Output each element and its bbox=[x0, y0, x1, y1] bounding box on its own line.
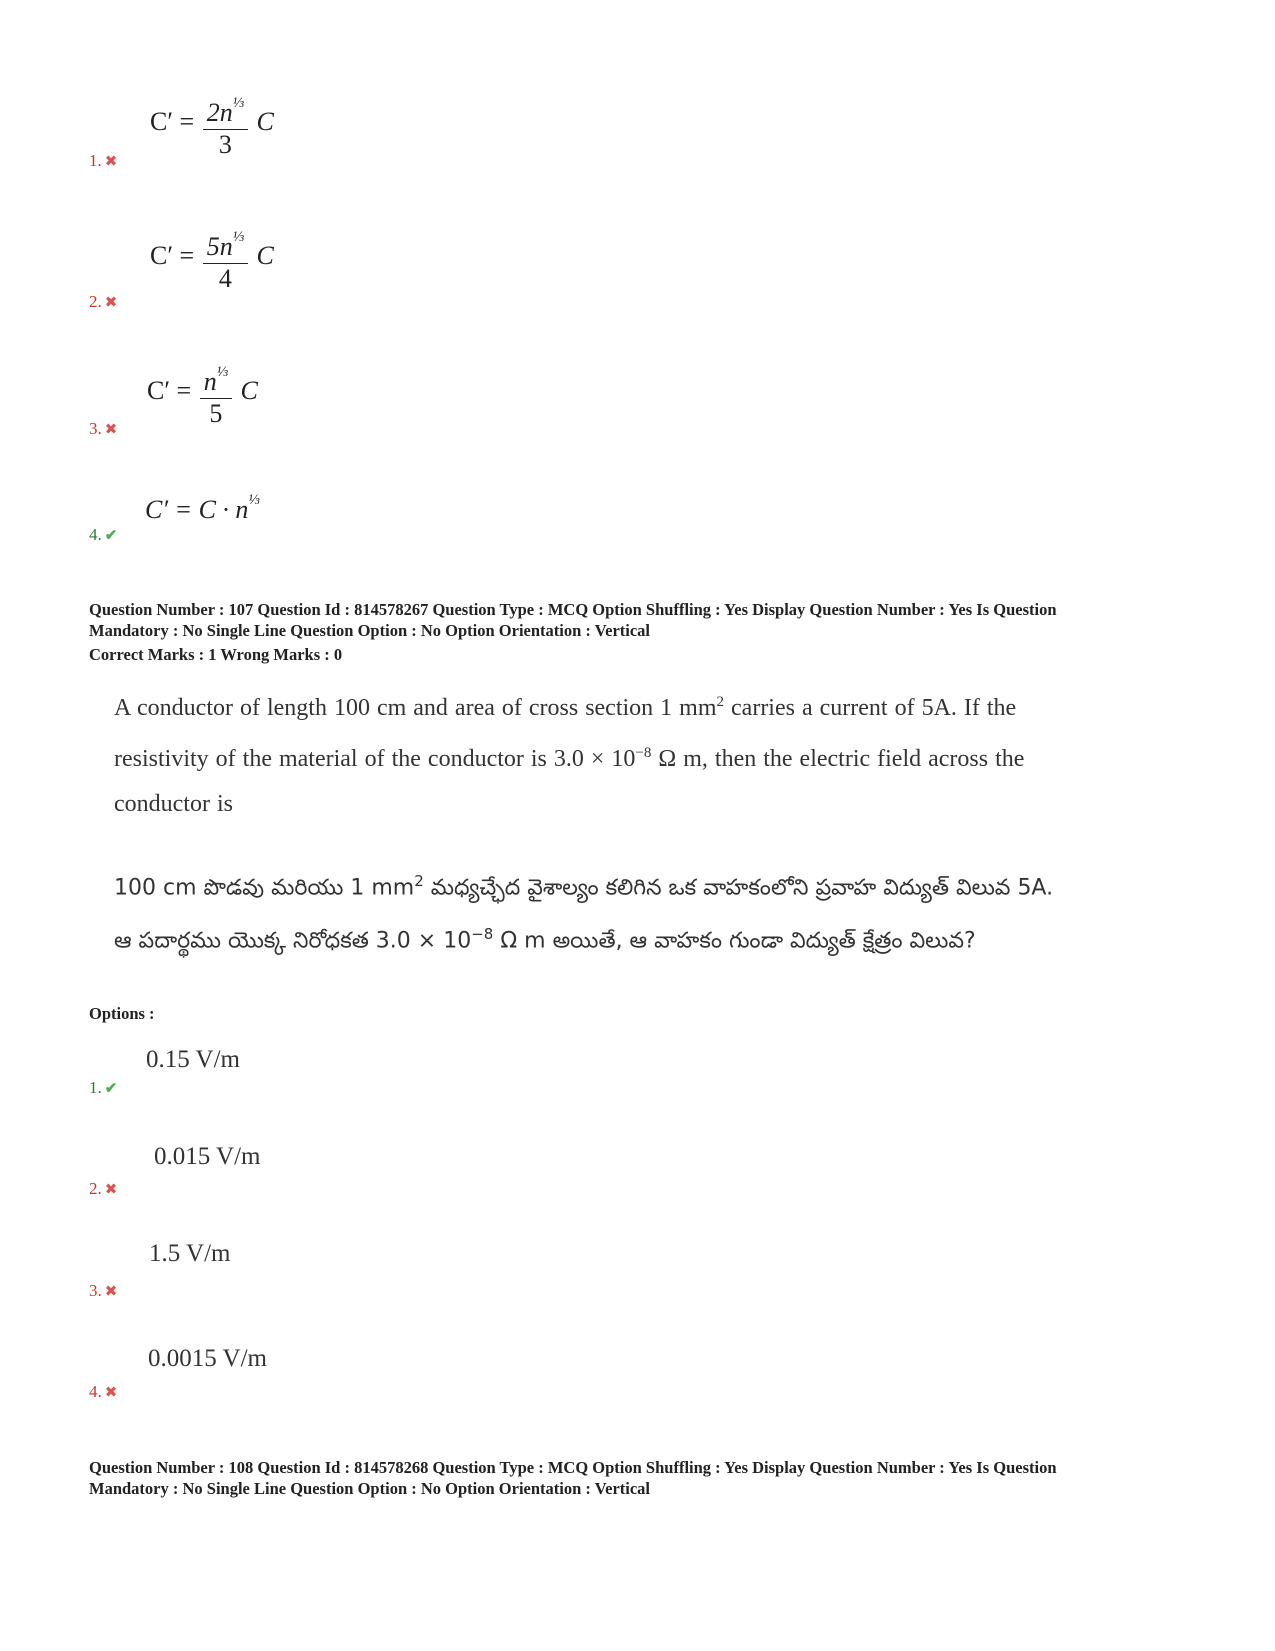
prev-option-4-formula: $C' = C \cdot n^{\frac{1}{3}}$ bbox=[145, 492, 260, 524]
question-meta-line-2: Mandatory : No Single Line Question Option : No Option Orientation : Vertical bbox=[89, 621, 651, 640]
cross-icon: ✖ bbox=[104, 1385, 118, 1401]
check-icon: ✔ bbox=[104, 528, 118, 544]
option-4-number: 4. ✖ bbox=[89, 1382, 118, 1401]
question-108-meta bbox=[89, 1457, 1189, 1499]
cross-icon: ✖ bbox=[104, 1284, 118, 1300]
option-2-text[interactable]: 0.015 V/m bbox=[154, 1143, 261, 1170]
question-marks: Correct Marks : 1 Wrong Marks : 0 bbox=[89, 645, 343, 664]
cross-icon: ✖ bbox=[104, 154, 118, 170]
question-meta-line-1: Question Number : 107 Question Id : 814578267 Question Type : MCQ Option Shuffling : Yes Display Question Number : Yes Is Question bbox=[89, 600, 1057, 619]
question-text-telugu: 100 cm పొడవు మరియు 1 $mm^2$ మధ్యచ్ఛేద వైశాల్యం కలిగిన ఒక వాహకంలోని ప్రవాహ విద్యుత్ విలువ 5A. ఆ పదార్థము యొక్క నిరోధకత $3.0 \times 10^{-8}$ Ω m అయితే, ఆ వాహకం గుండా విద్యుత్ క్షేత్రం విలువ? bbox=[114, 872, 1054, 954]
option-3-text[interactable]: 1.5 V/m bbox=[149, 1240, 231, 1267]
prev-option-3-number: 3. ✖ bbox=[89, 419, 118, 438]
cross-icon: ✖ bbox=[104, 295, 118, 311]
option-4-text[interactable]: 0.0015 V/m bbox=[148, 1345, 267, 1372]
question-text-english: A conductor of length 100 cm and area of cross section 1 $mm^2$ carries a current of 5A. If the resistivity of the material of the conductor is $3.0 \times 10^{-8}$ Ω m, then the electric field across the conductor is bbox=[114, 694, 1025, 817]
prev-option-3-formula: C′ = $\frac{n^{\frac{1}{3}}}{5}$ C bbox=[147, 357, 258, 429]
prev-option-1-number: 1. ✖ bbox=[89, 151, 118, 170]
option-1-text[interactable]: 0.15 V/m bbox=[146, 1046, 240, 1073]
option-1-number: 1. ✔ bbox=[89, 1078, 118, 1097]
question-meta-line-1: Question Number : 108 Question Id : 814578268 Question Type : MCQ Option Shuffling : Yes Display Question Number : Yes Is Question bbox=[89, 1458, 1057, 1477]
cross-icon: ✖ bbox=[104, 1182, 118, 1198]
cross-icon: ✖ bbox=[104, 422, 118, 438]
option-3-number: 3. ✖ bbox=[89, 1281, 118, 1300]
check-icon: ✔ bbox=[104, 1081, 118, 1097]
option-2-number: 2. ✖ bbox=[89, 1179, 118, 1198]
prev-option-2-number: 2. ✖ bbox=[89, 292, 118, 311]
options-label: Options : bbox=[89, 1004, 155, 1023]
prev-option-1-formula: C′ = $\frac{2n^{\frac{1}{3}}}{3}$ C bbox=[150, 88, 274, 160]
prev-option-2-formula: C′ = $\frac{5n^{\frac{1}{3}}}{4}$ C bbox=[150, 222, 274, 294]
question-107-meta bbox=[89, 599, 1189, 665]
prev-option-4-number: 4. ✔ bbox=[89, 525, 118, 544]
question-meta-line-2: Mandatory : No Single Line Question Option : No Option Orientation : Vertical bbox=[89, 1479, 651, 1498]
